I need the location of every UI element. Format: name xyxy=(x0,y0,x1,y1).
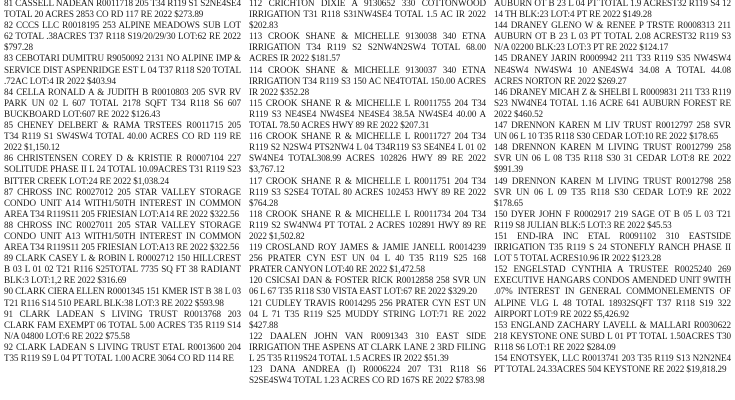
list-item xyxy=(249,0,486,31)
list-item xyxy=(249,209,486,242)
entry-text: 84 CELLA RONALD A & JUDITH B R0010803 205 SVR RV PARK UN 02 L 607 TOTAL 2178 SQFT T34 R118 S6 607 BUCKBOARD LOT:607 RE 2022 $126.43 xyxy=(4,86,241,119)
entry-text: 87 CHROSS INC R0027012 205 STAR VALLEY STORAGE CONDO UNIT A14 WITH1/50TH INTEREST IN COMMON AREA T34 R119S11 205 FRIESIAN LOT:A14 RE 2022 $322.56 xyxy=(4,186,241,219)
list-item xyxy=(494,353,731,375)
entry-text: 147 DRENNON KAREN M LIV TRUST R0012797 258 SVR UN 06 L 10 T35 R118 S30 CEDAR LOT:10 RE 2022 $178.65 xyxy=(494,120,731,142)
list-item xyxy=(494,20,731,53)
list-item xyxy=(249,131,486,175)
entry-text: 121 CUDLEY TRAVIS R0014295 256 PRATER CYN EST UN 04 L 71 T35 R119 S25 MUDDY STRING LOT:71 RE 2022 $427.88 xyxy=(249,297,486,330)
entry-text: 114 CROOK SHANE & MICHELLE 9130037 340 ETNA IRRIGATION T34 R119 S3 150 AC NE4TOTAL 150.00 ACRES IR 2022 $352.28 xyxy=(249,64,486,97)
entry-text: 81 CASSELL NADEAN R0011718 205 T34 R119 S1 S2NE4SE4 TOTAL 20 ACRES 2853 CO RD 117 RE 2022 $273.89 xyxy=(4,0,241,20)
entry-text: 153 ENGLAND ZACHARY LAVELL & MALLARI R0030622 218 KEYSTONE ONE SUBD L 01 PT TOTAL 1.50ACRES T30 R118 S6 LOT:1 RE 2022 $284.09 xyxy=(494,319,731,352)
entry-text: 88 CHROSS INC R0027011 205 STAR VALLEY STORAGE CONDO UNIT A13 WITH1/50TH INTEREST IN COMMON AREA T34 R119S11 205 FRIESIAN LOT:A13 RE 2022 $322.56 xyxy=(4,219,241,253)
entry-text: 144 DRANEY GLENO W & RENEE P TRSTE R0008313 211 AUBURN OT B 23 L 03 PT TOTAL 2.08 ACREST32 R119 S3 N/A 02200 BLK:23 LOT:3 PT RE 2022 $124.17 xyxy=(494,20,731,53)
entry-text: 152 ENGELSTAD CYNTHIA A TRUSTEE R0025240 269 EXECUTIVE HANGARS CONDOS AMENDED UNIT 9WITH .07% INTEREST IN GENERAL COMMONELEMENTS OF ALPINE VLG L 48 TOTAL 18932SQFT T37 R118 S19 322 AIRPORT LOT:9 RE 2022 $5,426.92 xyxy=(494,264,731,319)
list-item xyxy=(249,176,486,209)
list-item xyxy=(494,142,731,175)
list-item xyxy=(494,176,731,209)
list-item xyxy=(4,253,241,286)
list-item xyxy=(4,53,241,86)
list-item xyxy=(249,275,486,297)
column-middle xyxy=(249,0,486,400)
list-item xyxy=(249,98,486,131)
list-item xyxy=(4,87,241,120)
list-item xyxy=(494,320,731,353)
column-right xyxy=(494,0,731,400)
entry-text: 91 CLARK LADEAN S LIVING TRUST R0013768 203 CLARK FAM EXEMPT 06 TOTAL 5.00 ACRES T35 R119 S14 N/A 04800 LOT:6 RE 2022 $75.58 xyxy=(4,308,241,341)
entry-text: 122 DAALEN JOHN VAN R0091343 310 EAST SIDE IRRIGATION THE ASPENS AT CLARK LANE 2 3RD FILING L 25 T35 R119S24 TOTAL 1.5 ACRES IR 2022 $51.39 xyxy=(249,330,486,363)
list-item xyxy=(4,286,241,308)
list-item xyxy=(4,220,241,253)
list-item xyxy=(249,364,486,386)
list-item xyxy=(4,309,241,342)
entry-text: 145 DRANEY JARIN R0009942 211 T33 R119 S35 NW4SW4 NE4SW4 NW4SW4 10 ANE4SW4 34.08 A TOTAL 44.08 ACRES NORTON RE 2022 $269.27 xyxy=(494,53,731,86)
entry-text: 120 CSICSAI DAN & FOSTER RICK R0012858 258 SVR UN 06 L 67 T35 R118 S30 VISTA EAST LOT:67 RE 2022 $329.20 xyxy=(249,275,486,297)
entry-text: 85 CHENEY DELBERT & RAMA TRSTEES R0011715 205 T34 R119 S1 SW4SW4 TOTAL 40.00 ACRES CO RD 119 RE 2022 $1,150.12 xyxy=(4,120,241,153)
entry-text: 117 CROOK SHANE R & MICHELLE L R0011751 204 T34 R119 S3 S2SE4 TOTAL 80 ACRES 102453 HWY 89 RE 2022 $764.28 xyxy=(249,175,486,208)
entry-text: AUBURN OT B 23 L 04 PT TOTAL 1.9 ACREST32 R119 S4 12 14 TH BLK:23 LOT:4 PT RE 2022 $149.28 xyxy=(494,0,731,20)
list-item xyxy=(249,242,486,275)
list-item xyxy=(494,53,731,86)
entry-text: 82 CCCS LLC R0018195 253 ALPINE MEADOWS SUB LOT 62 TOTAL .38ACRES T37 R118 S19/20/29/30 LOT:62 RE 2022 $797.28 xyxy=(4,20,241,53)
list-item xyxy=(494,120,731,142)
entry-text: 116 CROOK SHANE R & MICHELLE L R0011727 204 T34 R119 S2 N2SW4 PTS2NW4 L 04 T34R119 S3 SE4NE4 L 01 02 SW4NE4 TOTAL308.99 ACRES 102826 HWY 89 RE 2022 $3,767.12 xyxy=(249,131,486,175)
list-item xyxy=(249,65,486,98)
entry-text: 89 CLARK CASEY L & ROBIN L R0002712 150 HILLCREST B 03 L 01 02 T21 R116 S25TOTAL 7735 SQ FT 38 RADIANT BLK:3 LOT:1,2 RE 2022 $316.69 xyxy=(4,253,241,286)
entry-text: 149 DRENNON KAREN M LIVING TRUST R0012798 258 SVR UN 06 L 09 T35 R118 S30 CEDAR LOT:9 RE 2022 $178.65 xyxy=(494,175,731,208)
list-item xyxy=(4,120,241,153)
column-left xyxy=(4,0,241,400)
list-item xyxy=(494,209,731,231)
list-item xyxy=(249,31,486,64)
entry-text: 118 CROOK SHANE R & MICHELLE L R0011734 204 T34 R119 S2 SW4NW4 PT TOTAL 2 ACRES 102891 HWY 89 RE 2022 $1,502.82 xyxy=(249,208,486,241)
list-item xyxy=(494,0,731,20)
list-item xyxy=(4,342,241,364)
entry-text: 112 CRICHTON DIXIE A 9130652 330 COTTONWOOD IRRIGATION T31 R118 S31NW4SE4 TOTAL 1.5 AC IR 2022 $202.83 xyxy=(249,0,486,31)
list-item xyxy=(4,187,241,220)
entry-text: 92 CLARK LADEAN S LIVING TRUST ETAL R0013600 204 T35 R119 S9 L 04 PT TOTAL 1.00 ACRE 3064 CO RD 114 RE xyxy=(4,341,241,363)
entry-text: 119 CROSLAND ROY JAMES & JAMIE JANELL R0014239 256 PRATER CYN EST UN 04 L 40 T35 R119 S25 168 PRATER CANYON LOT:40 RE 2022 $1,472.58 xyxy=(249,242,486,275)
list-item xyxy=(4,20,241,53)
entry-text: 154 ENOTSYEK, LLC R0013741 203 T35 R119 S13 N2N2NE4 PT TOTAL 24.33ACRES 504 KEYSTONE RE 2022 $19,818.29 xyxy=(494,353,731,375)
list-item xyxy=(494,264,731,319)
entry-text: 150 DYER JOHN F R0002917 219 SAGE OT B 05 L 03 T21 R119 S8 JULIAN BLK:5 LOT:3 RE 2022 $45.53 xyxy=(494,208,731,230)
list-item xyxy=(249,298,486,331)
list-item xyxy=(249,331,486,364)
list-item xyxy=(4,0,241,20)
entry-text: 151 END-IRA INC ETAL R0091102 310 EASTSIDE IRRIGATION T35 R119 S 24 STONEFLY RANCH PHASE II LOT 5 TOTAL ACRES10.96 IR 2022 $123.28 xyxy=(494,230,731,264)
list-item xyxy=(4,153,241,186)
entry-text: 83 CEBOTARI DUMITRU R9050092 2131 NO ALPINE IMP & SERVICE DIST ASPENRIDGE EST L 04 T37 R118 S20 TOTAL .72AC LOT:4 IR 2022 $403.94 xyxy=(4,53,241,86)
entry-text: 90 CLARK CIERA ELLEN R0001345 151 KMER IST B 38 L 03 T21 R116 S14 510 PEARL BLK:38 LOT:3 RE 2022 $593.98 xyxy=(4,286,241,308)
entry-text: 86 CHRISTENSEN COREY D & KRISTIE R R0007104 227 SOLITUDE PHASE II L 24 TOTAL 10.09ACRES T31 R119 S23 BITTER CREEK LOT:24 RE 2022 $1,038.24 xyxy=(4,153,241,186)
entry-text: 148 DRENNON KAREN M LIVING TRUST R0012799 258 SVR UN 06 L 08 T35 R118 S30 31 CEDAR LOT:8 RE 2022 $991.39 xyxy=(494,142,731,175)
list-item xyxy=(494,231,731,264)
entry-text: 123 DANA ANDREA (I) R0006224 207 T31 R118 S6 S2SE4SW4 TOTAL 1.23 ACRES CO RD 167S RE 2022 $783.98 xyxy=(249,364,486,386)
entry-text: 115 CROOK SHANE R & MICHELLE L R0011755 204 T34 R119 S3 NE4SE4 NW4SE4 NE4SE4 38.5A NW4SE4 40.00 A TOTAL 78.50 ACRES HWY 89 RE 2022 $207.31 xyxy=(249,97,486,131)
entry-text: 146 DRANEY MICAH Z & SHELBI L R0009831 211 T33 R119 S23 NW4NE4 TOTAL 1.16 ACRE 641 AUBURN FOREST RE 2022 $460.52 xyxy=(494,86,731,119)
list-item xyxy=(494,87,731,120)
entry-text: 113 CROOK SHANE & MICHELLE 9130038 340 ETNA IRRIGATION T34 R119 S2 S2NW4N2SW4 TOTAL 68.00 ACRES IR 2022 $181.57 xyxy=(249,31,486,64)
